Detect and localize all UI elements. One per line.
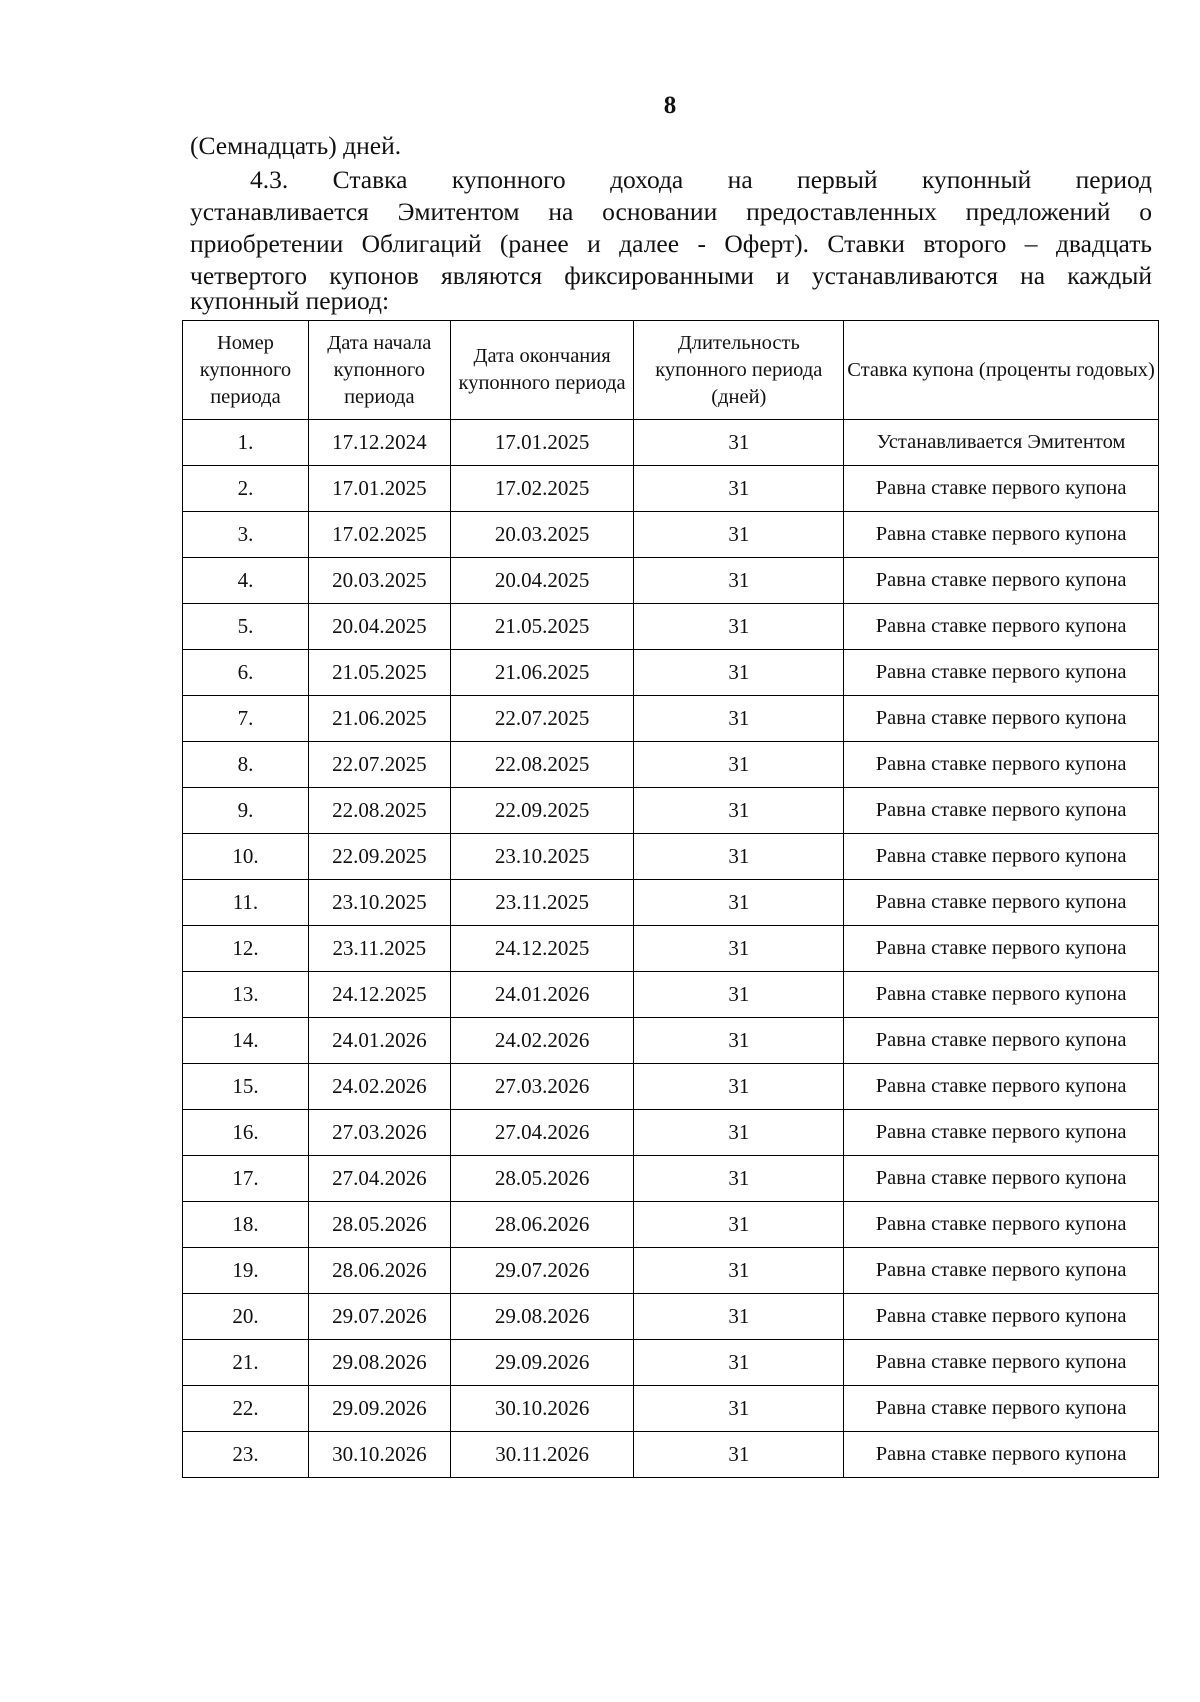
cell-start-date: 24.02.2026 <box>308 1064 450 1110</box>
cell-start-date: 22.07.2025 <box>308 742 450 788</box>
cell-start-date: 29.09.2026 <box>308 1386 450 1432</box>
cell-start-date: 17.12.2024 <box>308 420 450 466</box>
cell-duration: 31 <box>634 1248 844 1294</box>
cell-duration: 31 <box>634 880 844 926</box>
cell-end-date: 22.09.2025 <box>450 788 634 834</box>
table-row <box>183 604 1159 650</box>
cell-coupon-rate: Равна ставке первого купона <box>844 788 1159 834</box>
table-row <box>183 880 1159 926</box>
cell-coupon-rate: Равна ставке первого купона <box>844 1110 1159 1156</box>
cell-coupon-rate: Равна ставке первого купона <box>844 1064 1159 1110</box>
header-start-date: Дата начала купонного периода <box>308 321 450 420</box>
cell-period-number: 16. <box>183 1110 309 1156</box>
cell-start-date: 21.05.2025 <box>308 650 450 696</box>
cell-start-date: 30.10.2026 <box>308 1432 450 1478</box>
table-row <box>183 788 1159 834</box>
cell-period-number: 4. <box>183 558 309 604</box>
cell-period-number: 5. <box>183 604 309 650</box>
cell-duration: 31 <box>634 1340 844 1386</box>
cell-coupon-rate: Равна ставке первого купона <box>844 1294 1159 1340</box>
cell-start-date: 23.11.2025 <box>308 926 450 972</box>
cell-end-date: 23.11.2025 <box>450 880 634 926</box>
table-row <box>183 1432 1159 1478</box>
cell-end-date: 28.05.2026 <box>450 1156 634 1202</box>
paragraph-line-5: четвертого купонов являются фиксированными и устанавливаются на каждый <box>190 261 1152 290</box>
cell-duration: 31 <box>634 1202 844 1248</box>
cell-duration: 31 <box>634 420 844 466</box>
cell-end-date: 21.06.2025 <box>450 650 634 696</box>
cell-end-date: 30.11.2026 <box>450 1432 634 1478</box>
cell-period-number: 14. <box>183 1018 309 1064</box>
cell-start-date: 22.08.2025 <box>308 788 450 834</box>
cell-period-number: 22. <box>183 1386 309 1432</box>
cell-end-date: 24.02.2026 <box>450 1018 634 1064</box>
table-row <box>183 1018 1159 1064</box>
header-coupon-rate: Ставка купона (проценты годовых) <box>844 321 1159 420</box>
paragraph-line-2: 4.3. Ставка купонного дохода на первый купонный период <box>250 165 1152 194</box>
cell-duration: 31 <box>634 972 844 1018</box>
cell-duration: 31 <box>634 742 844 788</box>
cell-duration: 31 <box>634 1386 844 1432</box>
cell-duration: 31 <box>634 558 844 604</box>
cell-period-number: 1. <box>183 420 309 466</box>
table-header-row <box>183 321 1159 420</box>
cell-period-number: 11. <box>183 880 309 926</box>
cell-end-date: 20.03.2025 <box>450 512 634 558</box>
cell-start-date: 22.09.2025 <box>308 834 450 880</box>
cell-end-date: 17.02.2025 <box>450 466 634 512</box>
cell-duration: 31 <box>634 1064 844 1110</box>
cell-period-number: 17. <box>183 1156 309 1202</box>
cell-duration: 31 <box>634 466 844 512</box>
cell-coupon-rate: Равна ставке первого купона <box>844 1386 1159 1432</box>
cell-start-date: 27.04.2026 <box>308 1156 450 1202</box>
cell-start-date: 27.03.2026 <box>308 1110 450 1156</box>
table-row <box>183 1248 1159 1294</box>
cell-start-date: 29.08.2026 <box>308 1340 450 1386</box>
paragraph-line-3: устанавливается Эмитентом на основании предоставленных предложений о <box>190 197 1152 226</box>
cell-end-date: 28.06.2026 <box>450 1202 634 1248</box>
cell-end-date: 24.01.2026 <box>450 972 634 1018</box>
cell-start-date: 20.04.2025 <box>308 604 450 650</box>
cell-start-date: 28.05.2026 <box>308 1202 450 1248</box>
cell-start-date: 24.01.2026 <box>308 1018 450 1064</box>
table-row <box>183 512 1159 558</box>
cell-end-date: 23.10.2025 <box>450 834 634 880</box>
table-row <box>183 1202 1159 1248</box>
cell-period-number: 20. <box>183 1294 309 1340</box>
table-row <box>183 834 1159 880</box>
cell-coupon-rate: Равна ставке первого купона <box>844 466 1159 512</box>
header-duration: Длительность купонного периода (дней) <box>634 321 844 420</box>
cell-end-date: 29.08.2026 <box>450 1294 634 1340</box>
cell-duration: 31 <box>634 512 844 558</box>
cell-coupon-rate: Равна ставке первого купона <box>844 604 1159 650</box>
cell-start-date: 17.02.2025 <box>308 512 450 558</box>
cell-end-date: 24.12.2025 <box>450 926 634 972</box>
cell-period-number: 23. <box>183 1432 309 1478</box>
cell-period-number: 8. <box>183 742 309 788</box>
cell-duration: 31 <box>634 788 844 834</box>
cell-duration: 31 <box>634 1294 844 1340</box>
cell-duration: 31 <box>634 604 844 650</box>
cell-start-date: 17.01.2025 <box>308 466 450 512</box>
cell-end-date: 29.07.2026 <box>450 1248 634 1294</box>
table-row <box>183 742 1159 788</box>
table-row <box>183 1294 1159 1340</box>
cell-duration: 31 <box>634 1156 844 1202</box>
cell-period-number: 12. <box>183 926 309 972</box>
table-row <box>183 1340 1159 1386</box>
cell-coupon-rate: Равна ставке первого купона <box>844 696 1159 742</box>
table-row <box>183 420 1159 466</box>
cell-period-number: 6. <box>183 650 309 696</box>
cell-coupon-rate: Равна ставке первого купона <box>844 742 1159 788</box>
cell-coupon-rate: Устанавливается Эмитентом <box>844 420 1159 466</box>
cell-end-date: 21.05.2025 <box>450 604 634 650</box>
cell-coupon-rate: Равна ставке первого купона <box>844 650 1159 696</box>
paragraph-line-6: купонный период: <box>190 286 390 315</box>
cell-duration: 31 <box>634 926 844 972</box>
cell-duration: 31 <box>634 1018 844 1064</box>
cell-coupon-rate: Равна ставке первого купона <box>844 1340 1159 1386</box>
table-row <box>183 1156 1159 1202</box>
cell-coupon-rate: Равна ставке первого купона <box>844 834 1159 880</box>
cell-end-date: 20.04.2025 <box>450 558 634 604</box>
table-row <box>183 558 1159 604</box>
table-row <box>183 1386 1159 1432</box>
cell-end-date: 17.01.2025 <box>450 420 634 466</box>
cell-period-number: 3. <box>183 512 309 558</box>
cell-period-number: 21. <box>183 1340 309 1386</box>
paragraph-line-4: приобретении Облигаций (ранее и далее - Оферт). Ставки второго – двадцать <box>190 229 1152 258</box>
cell-period-number: 18. <box>183 1202 309 1248</box>
paragraph-line-1: (Семнадцать) дней. <box>190 131 402 160</box>
cell-start-date: 24.12.2025 <box>308 972 450 1018</box>
cell-start-date: 23.10.2025 <box>308 880 450 926</box>
cell-start-date: 29.07.2026 <box>308 1294 450 1340</box>
table-row <box>183 926 1159 972</box>
cell-period-number: 13. <box>183 972 309 1018</box>
cell-period-number: 9. <box>183 788 309 834</box>
cell-coupon-rate: Равна ставке первого купона <box>844 558 1159 604</box>
header-period-number: Номер купонного периода <box>183 321 309 420</box>
cell-end-date: 27.03.2026 <box>450 1064 634 1110</box>
header-end-date: Дата окончания купонного периода <box>450 321 634 420</box>
cell-duration: 31 <box>634 1110 844 1156</box>
cell-end-date: 27.04.2026 <box>450 1110 634 1156</box>
cell-coupon-rate: Равна ставке первого купона <box>844 1156 1159 1202</box>
page-number: 8 <box>663 92 677 119</box>
coupon-schedule-table <box>182 320 1159 1478</box>
table-row <box>183 972 1159 1018</box>
table-row <box>183 1064 1159 1110</box>
cell-coupon-rate: Равна ставке первого купона <box>844 926 1159 972</box>
cell-period-number: 2. <box>183 466 309 512</box>
cell-end-date: 30.10.2026 <box>450 1386 634 1432</box>
cell-start-date: 28.06.2026 <box>308 1248 450 1294</box>
cell-duration: 31 <box>634 834 844 880</box>
cell-period-number: 7. <box>183 696 309 742</box>
cell-end-date: 29.09.2026 <box>450 1340 634 1386</box>
cell-period-number: 15. <box>183 1064 309 1110</box>
table-row <box>183 650 1159 696</box>
table-row <box>183 696 1159 742</box>
cell-duration: 31 <box>634 1432 844 1478</box>
cell-start-date: 21.06.2025 <box>308 696 450 742</box>
cell-duration: 31 <box>634 696 844 742</box>
table-row <box>183 1110 1159 1156</box>
cell-start-date: 20.03.2025 <box>308 558 450 604</box>
cell-period-number: 10. <box>183 834 309 880</box>
cell-coupon-rate: Равна ставке первого купона <box>844 972 1159 1018</box>
cell-coupon-rate: Равна ставке первого купона <box>844 1432 1159 1478</box>
cell-duration: 31 <box>634 650 844 696</box>
table-row <box>183 466 1159 512</box>
cell-coupon-rate: Равна ставке первого купона <box>844 1018 1159 1064</box>
cell-period-number: 19. <box>183 1248 309 1294</box>
cell-coupon-rate: Равна ставке первого купона <box>844 1202 1159 1248</box>
cell-coupon-rate: Равна ставке первого купона <box>844 1248 1159 1294</box>
cell-coupon-rate: Равна ставке первого купона <box>844 880 1159 926</box>
cell-coupon-rate: Равна ставке первого купона <box>844 512 1159 558</box>
cell-end-date: 22.08.2025 <box>450 742 634 788</box>
cell-end-date: 22.07.2025 <box>450 696 634 742</box>
